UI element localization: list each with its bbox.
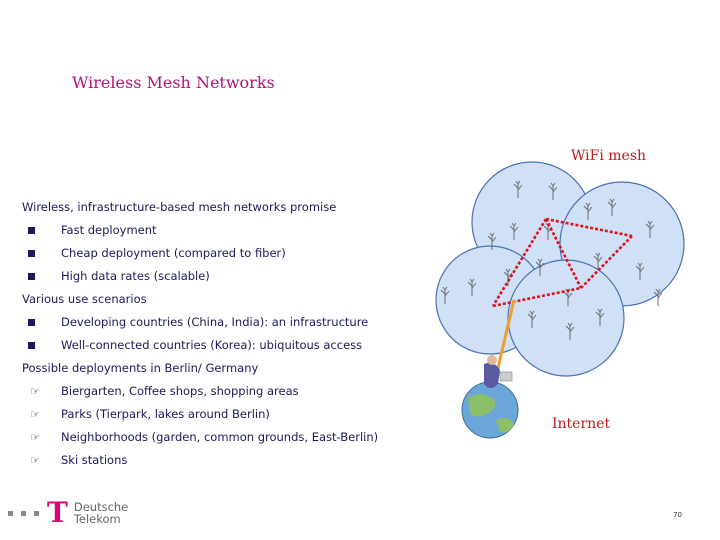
square-bullet-icon [28, 319, 35, 326]
internet-globe-icon [462, 355, 518, 438]
sub-bullet-item: ☞ Parks (Tierpark, lakes around Berlin) [28, 403, 462, 426]
brand-name: Deutsche Telekom [73, 500, 129, 526]
wifi-mesh-label: WiFi mesh [571, 148, 647, 164]
telekom-logo [8, 497, 128, 529]
coverage-circle [508, 260, 624, 376]
sub-bullet-item: Developing countries (China, India): an infrastructure [28, 311, 462, 334]
bullet-list [22, 196, 462, 472]
sub-bullet-item: ☞ Biergarten, Coffee shops, shopping areas [28, 380, 462, 403]
bullet-item: Various use scenarios [22, 292, 147, 306]
bullet-item: Wireless, infrastructure-based mesh networks promise [22, 200, 337, 214]
telekom-t-icon: T [47, 496, 68, 529]
internet-label: Internet [552, 416, 611, 432]
sub-bullet-item: ☞ Neighborhoods (garden, common grounds, East-Berlin) [28, 426, 462, 449]
bullet-item: Possible deployments in Berlin/ Germany [22, 361, 259, 375]
sub-bullet-item: ☞ Ski stations [28, 449, 462, 472]
sub-bullet-item: Cheap deployment (compared to fiber) [28, 242, 462, 265]
sub-bullet-item: Well-connected countries (Korea): ubiquitous access [28, 334, 462, 357]
square-bullet-icon [28, 273, 35, 280]
slide-title: Wireless Mesh Networks [72, 73, 275, 92]
pointing-hand-icon: ☞ [30, 454, 40, 467]
page-number: 70 [673, 511, 682, 519]
wifi-mesh-diagram [420, 140, 720, 450]
pointing-hand-icon: ☞ [30, 385, 40, 398]
coverage-circles [436, 162, 684, 376]
pointing-hand-icon: ☞ [30, 408, 40, 421]
square-bullet-icon [28, 342, 35, 349]
sub-bullet-item: High data rates (scalable) [28, 265, 462, 288]
pointing-hand-icon: ☞ [30, 431, 40, 444]
logo-dots [8, 511, 39, 516]
square-bullet-icon [28, 227, 35, 234]
sub-bullet-item: Fast deployment [28, 219, 462, 242]
square-bullet-icon [28, 250, 35, 257]
